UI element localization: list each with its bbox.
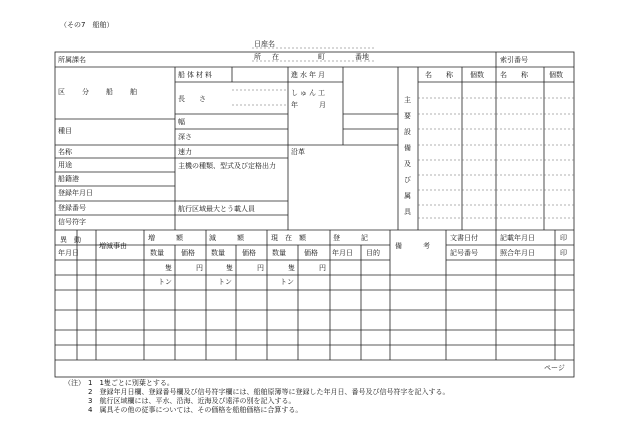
- notes-label: （注）: [64, 379, 85, 387]
- launch-date-label: 進水年月: [291, 71, 327, 79]
- purpose-label: 目的: [366, 249, 380, 257]
- page-label: ページ: [544, 364, 565, 372]
- cur-unit-vessel: 隻: [288, 264, 295, 272]
- note-4: 4 属具その他の従事については、その価格を船舶価格に合算する。: [88, 406, 303, 414]
- equipment-name-col: 名 称: [425, 71, 453, 79]
- current-label: 現 在 額: [271, 234, 306, 242]
- registration-label: 登 記: [333, 234, 368, 242]
- type-label: 種目: [58, 127, 72, 135]
- note-2: 2 登録年月日欄、登録番号欄及び信号符字欄には、船舶原簿等に登録した年月日、番号及び信号符字を記入する。: [88, 388, 450, 396]
- cur-unit-yen: 円: [319, 264, 326, 272]
- name-label: 名称: [58, 148, 72, 156]
- navigation-label: 航行区域最大とう載人員: [178, 205, 255, 213]
- town-label: 町: [318, 53, 325, 61]
- completion-ym: 年 月: [291, 101, 326, 109]
- inc-unit-yen: 円: [196, 264, 203, 272]
- dec-unit-ton: トン: [218, 278, 232, 286]
- dec-unit-yen: 円: [257, 264, 264, 272]
- reg-no-label: 登録番号: [58, 204, 86, 212]
- cur-price-label: 価格: [304, 249, 318, 257]
- ledger-name-label: 日座名: [254, 40, 275, 48]
- dec-qty-label: 数量: [211, 249, 225, 257]
- length-label: 長 さ: [178, 95, 206, 103]
- inc-unit-ton: トン: [158, 278, 172, 286]
- check-date-label: 照合年月日: [500, 249, 535, 257]
- note-1: 1 1隻ごとに別葉とする。: [88, 379, 174, 387]
- reason-label: 増減事由: [99, 242, 127, 250]
- dec-price-label: 価格: [242, 249, 256, 257]
- completion-label: しゅん工: [291, 89, 327, 97]
- inc-unit-vessel: 隻: [165, 264, 172, 272]
- ymd-label: 年月日: [58, 249, 79, 257]
- entry-date-label: 記載年月日: [500, 234, 535, 242]
- equipment-count-col-2: 個数: [549, 71, 563, 79]
- reg-ymd-label: 年月日: [332, 249, 353, 257]
- equipment-count-col: 個数: [470, 71, 484, 79]
- inc-qty-label: 数量: [150, 249, 164, 257]
- cur-qty-label: 数量: [272, 249, 286, 257]
- category-label: 区 分 船 舶: [58, 88, 138, 96]
- engine-label: 主機の種類、型式及び定格出力: [178, 162, 276, 170]
- location-label: 所 在: [254, 53, 281, 61]
- equipment-name-col-2: 名 称: [500, 71, 528, 79]
- reg-date-label: 登録年月日: [58, 189, 93, 197]
- signal-label: 信号符字: [58, 218, 86, 226]
- change-date-label: 異 動: [60, 236, 81, 244]
- seal-label-2: 印: [560, 249, 567, 257]
- form-title: （その7 船舶）: [60, 21, 114, 29]
- inc-price-label: 価格: [181, 249, 195, 257]
- dept-label: 所属課名: [58, 56, 86, 64]
- note-3: 3 航行区域欄には、平水、沿海、近海及び遠洋の別を記入する。: [88, 397, 296, 405]
- index-label: 索引番号: [500, 56, 528, 64]
- use-label: 用途: [58, 161, 72, 169]
- port-label: 船籍港: [58, 175, 79, 183]
- lot-label: 番地: [355, 53, 369, 61]
- hull-material-label: 船体材料: [178, 71, 214, 79]
- doc-date-label: 文書日付: [450, 234, 478, 242]
- speed-label: 速力: [178, 148, 192, 156]
- remarks-label: 備 考: [395, 242, 430, 250]
- cur-unit-ton: トン: [280, 278, 294, 286]
- history-label: 沿革: [291, 148, 305, 156]
- decrease-label: 減 額: [209, 234, 244, 242]
- depth-label: 深さ: [178, 133, 192, 141]
- width-label: 幅: [178, 118, 185, 126]
- equipment-side-label: 主要設備及び属具: [404, 96, 411, 216]
- dec-unit-vessel: 隻: [226, 264, 233, 272]
- seal-label: 印: [560, 234, 567, 242]
- increase-label: 増 額: [148, 234, 183, 242]
- doc-no-label: 記号番号: [450, 249, 478, 257]
